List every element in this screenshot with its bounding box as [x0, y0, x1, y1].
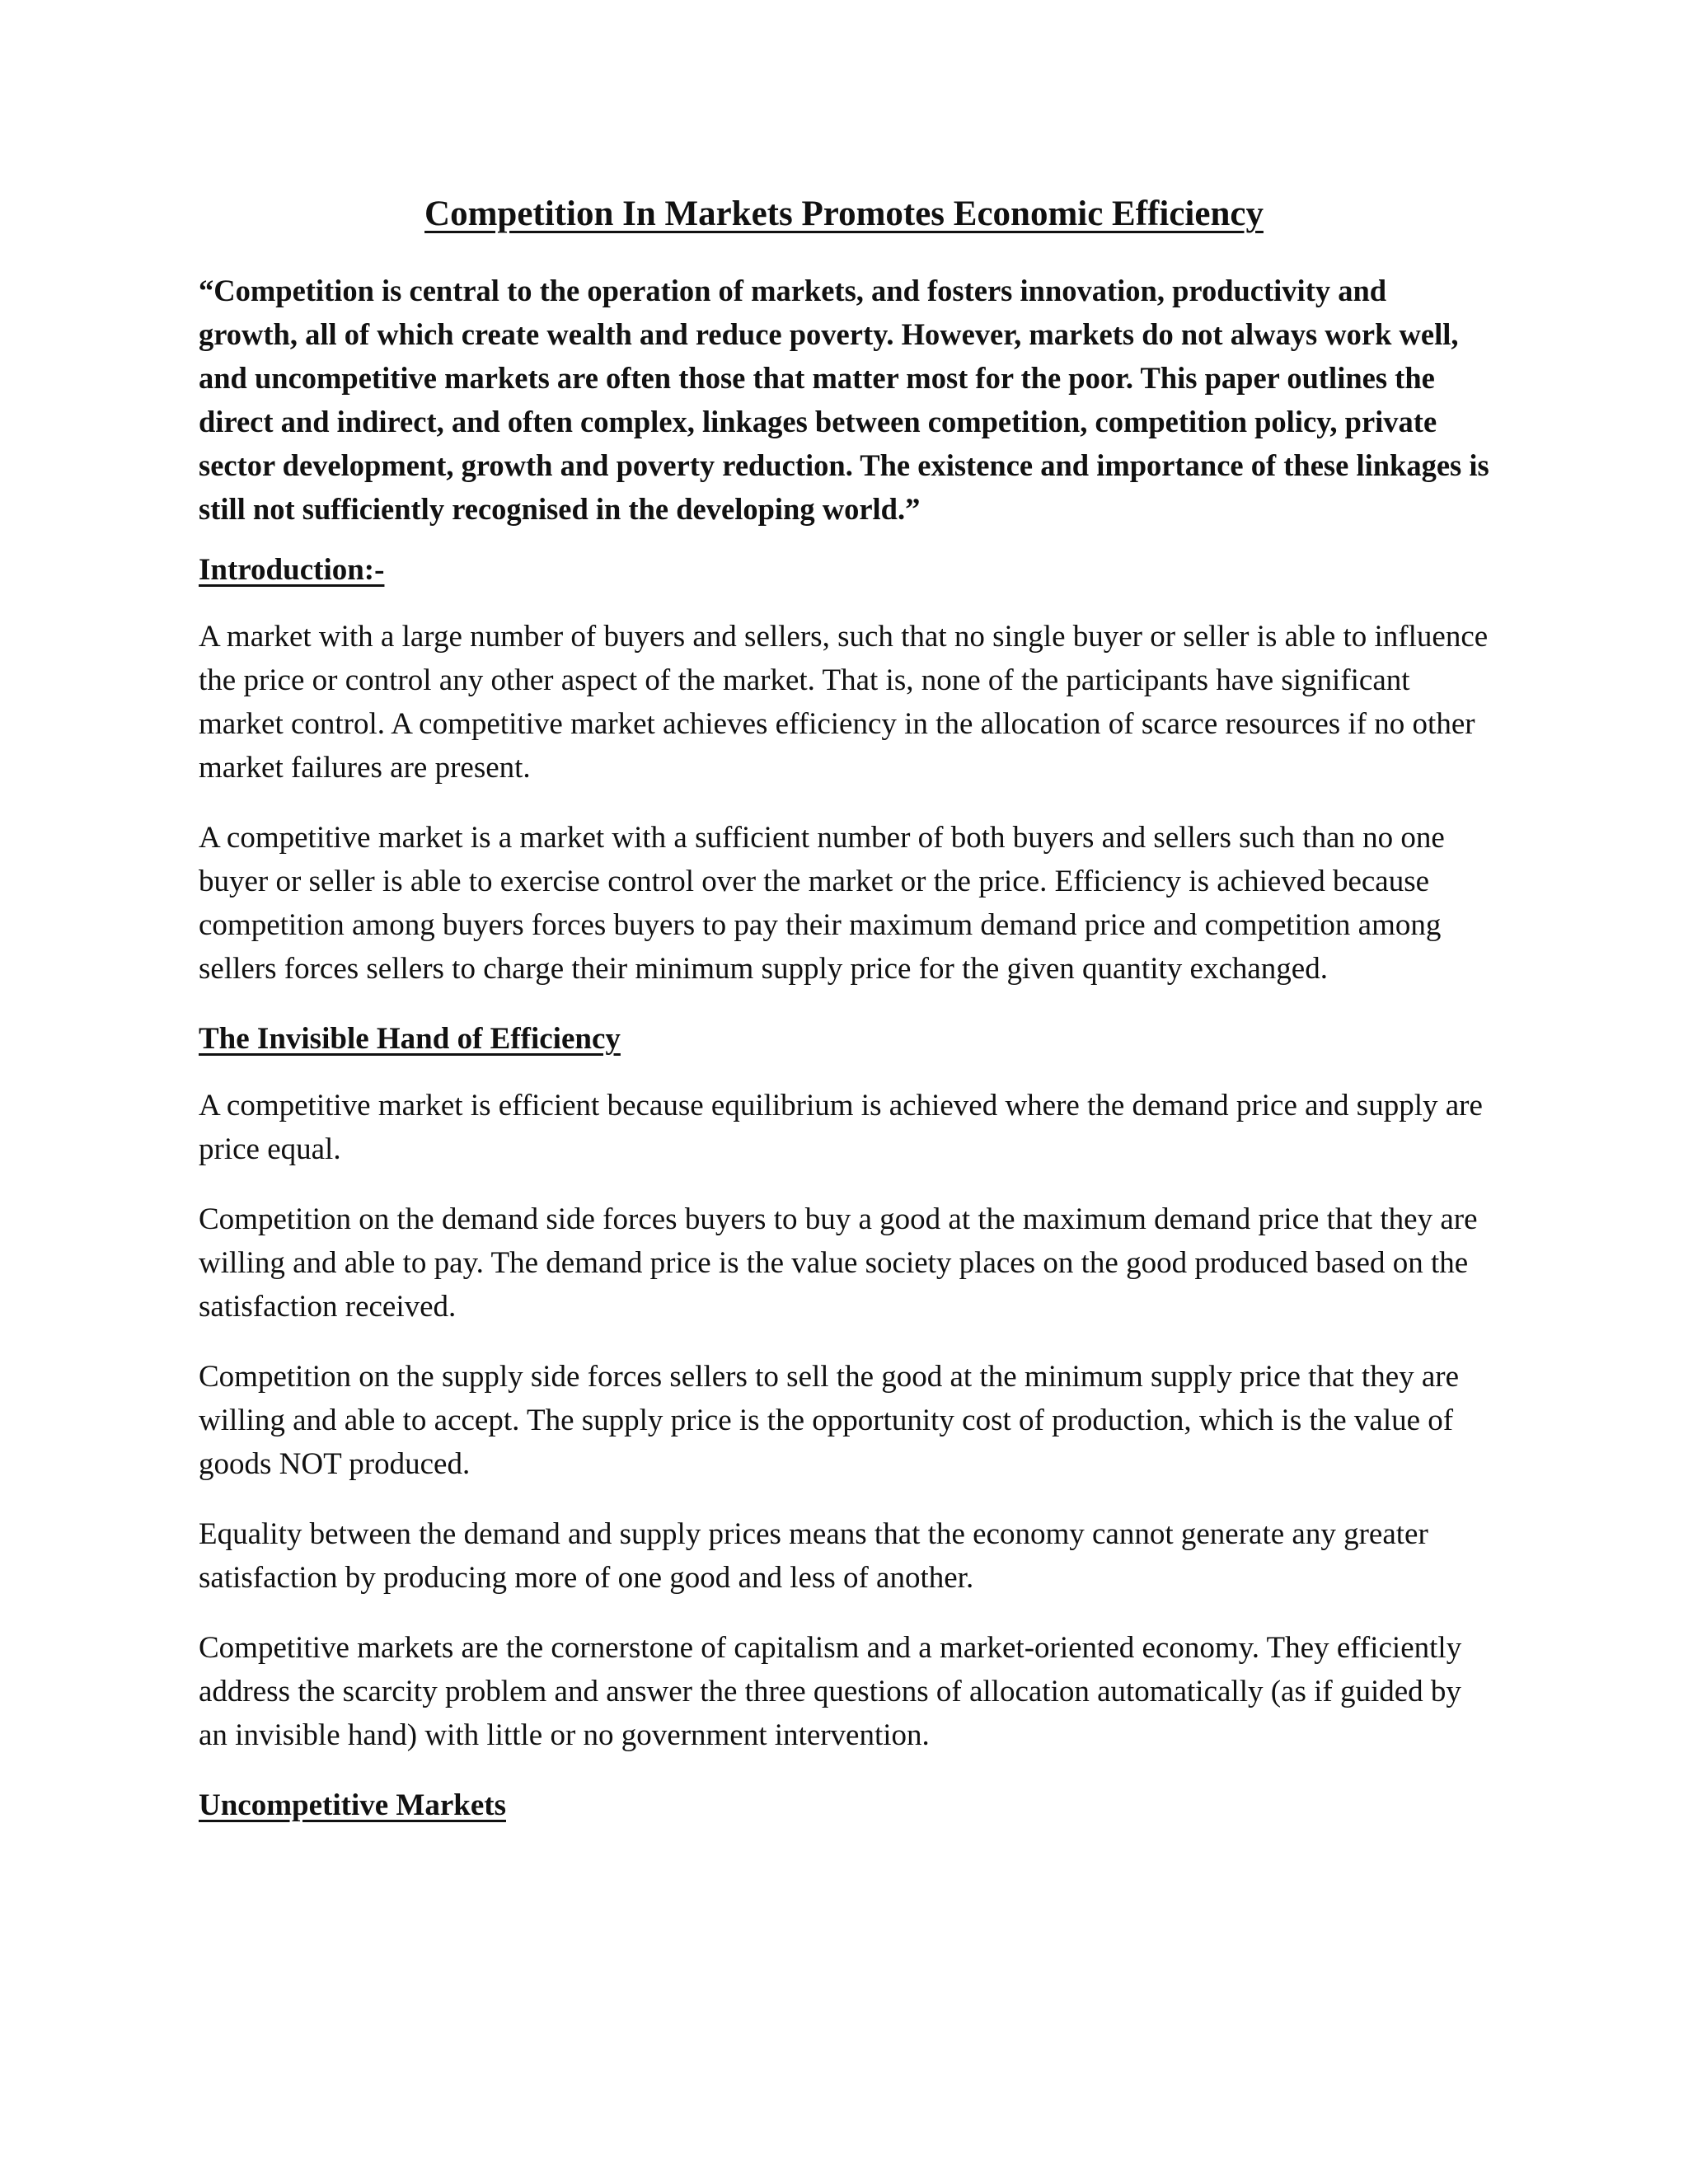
document-title: Competition In Markets Promotes Economic Efficiency — [424, 194, 1264, 233]
invisible-hand-paragraph-3: Competition on the supply side forces sellers to sell the good at the minimum supply price that they are willing and able to accept. The supply price is the opportunity cost of production, which is the value of goods NOT produced. — [199, 1359, 1460, 1481]
invisible-hand-paragraph-2: Competition on the demand side forces buyers to buy a good at the maximum demand price that they are willing and able to pay. The demand price is the value society places on the good produced based on the satisfaction received. — [199, 1202, 1478, 1324]
introduction-paragraph-1: A market with a large number of buyers and sellers, such that no single buyer or seller is able to influence the price or control any other aspect of the market. That is, none of the participants have significant market control. A competitive market achieves efficiency in the allocation of scarce resources if no other market failures are present. — [199, 619, 1489, 785]
section-heading-introduction: Introduction:- — [199, 552, 385, 587]
invisible-hand-paragraph-1: A competitive market is efficient because equilibrium is achieved where the demand price and supply are price equal. — [199, 1088, 1483, 1166]
abstract-quote: “Competition is central to the operation of markets, and fosters innovation, productivity and growth, all of which create wealth and reduce poverty. However, markets do not always work well, and uncompetitive markets are often those that matter most for the poor. This paper outlines the direct and indirect, and often complex, linkages between competition, competition policy, private sector development, growth and poverty reduction. The existence and importance of these linkages is still not sufficiently recognised in the developing world.” — [199, 273, 1489, 526]
section-heading-uncompetitive-markets: Uncompetitive Markets — [199, 1788, 506, 1822]
invisible-hand-paragraph-4: Equality between the demand and supply prices means that the economy cannot generate any greater satisfaction by producing more of one good and less of another. — [199, 1516, 1428, 1595]
introduction-paragraph-2: A competitive market is a market with a sufficient number of both buyers and sellers such than no one buyer or seller is able to exercise control over the market or the price. Efficiency is achieved because competition among buyers forces buyers to pay their maximum demand price and competition among sellers forces sellers to charge their minimum supply price for the given quantity exchanged. — [199, 820, 1445, 986]
invisible-hand-paragraph-5: Competitive markets are the cornerstone of capitalism and a market-oriented economy. They efficiently address the scarcity problem and answer the three questions of allocation automatically (as if guided by an invisible hand) with little or no government intervention. — [199, 1630, 1462, 1752]
section-heading-invisible-hand: The Invisible Hand of Efficiency — [199, 1021, 621, 1056]
document-body — [199, 191, 1489, 1850]
